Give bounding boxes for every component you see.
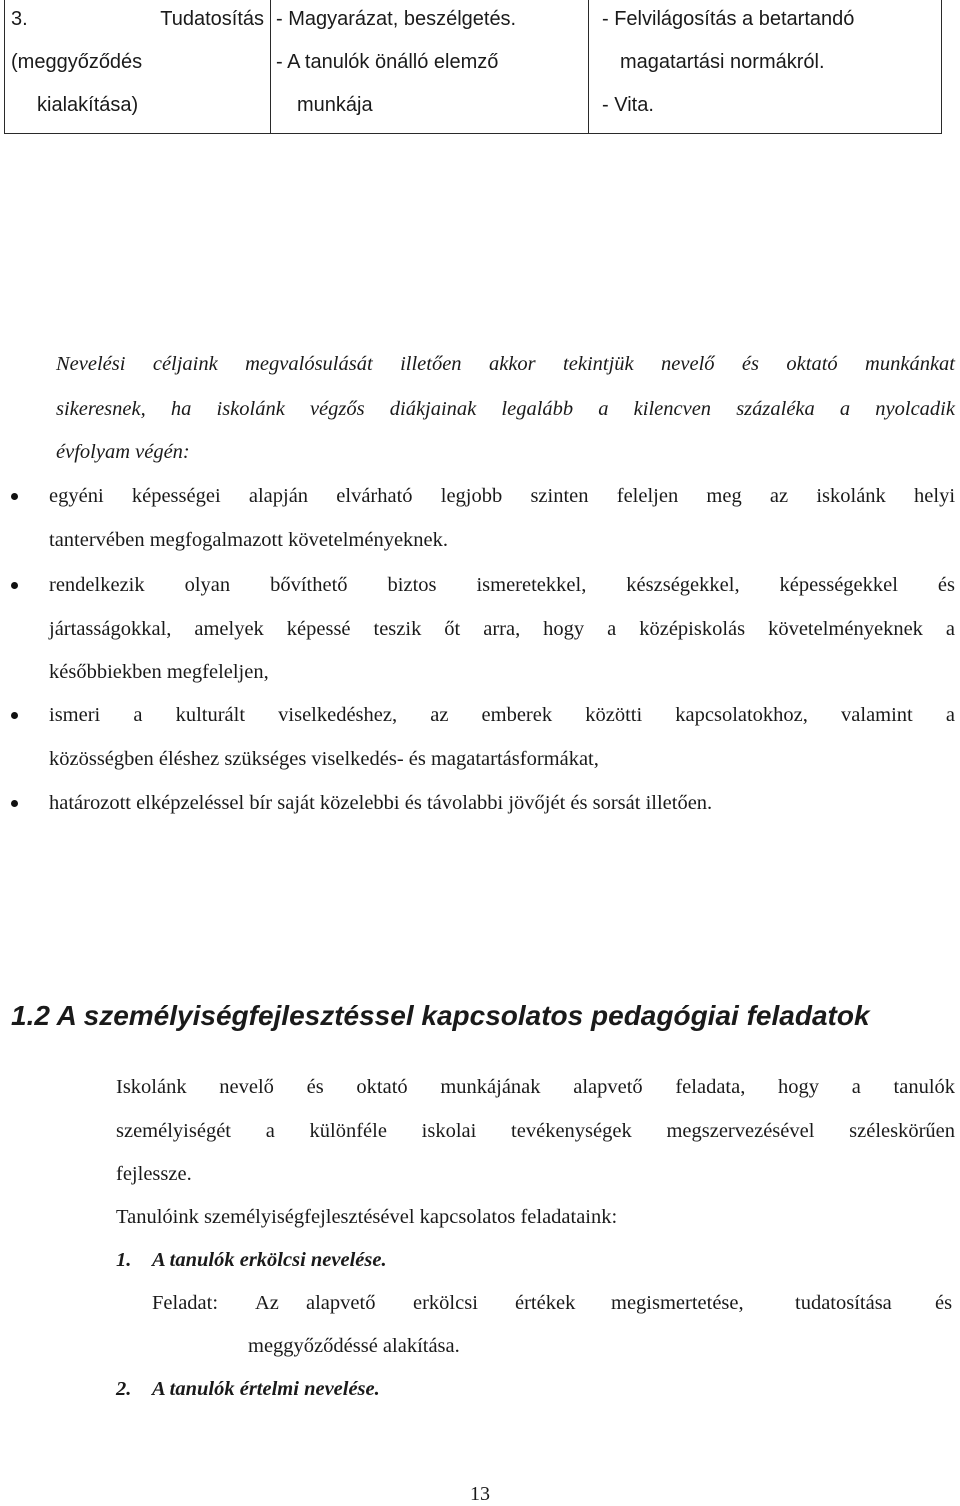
- stage-number: 3.: [11, 8, 28, 30]
- bullet-line: egyéni képességei alapján elvárható legjobb szinten feleljen meg az iskolánk helyi: [49, 485, 956, 507]
- content-line: - Felvilágosítás a betartandó: [602, 8, 855, 30]
- task-label: Feladat:: [152, 1292, 219, 1314]
- bullet-line: ismeri a kulturált viselkedéshez, az emberek közötti kapcsolatokhoz, valamint a: [49, 704, 955, 726]
- method-line: - Magyarázat, beszélgetés.: [276, 8, 517, 30]
- bullet-dot-icon: [11, 800, 18, 807]
- page-number: 13: [470, 1483, 490, 1505]
- content-line: - Vita.: [602, 94, 654, 116]
- bullet-line: tantervében megfogalmazott követelményeknek.: [49, 529, 449, 551]
- task-word: és: [935, 1292, 953, 1314]
- task-word: erkölcsi: [413, 1292, 478, 1314]
- method-line: - A tanulók önálló elemző: [276, 51, 499, 73]
- bullet-line: későbbiekben megfeleljen,: [49, 661, 269, 683]
- task-word: megismertetése,: [611, 1292, 744, 1314]
- task-word: tudatosítása: [795, 1292, 892, 1314]
- table-cell-content: [589, 0, 942, 134]
- bullet-line: közösségben éléshez szükséges viselkedés- és magatartásformákat,: [49, 748, 599, 770]
- item-number: 2.: [116, 1378, 132, 1400]
- para-line: Iskolánk nevelő és oktató munkájának alapvető feladata, hogy a tanulók: [116, 1076, 956, 1098]
- table-row: [5, 0, 942, 134]
- method-table: [4, 0, 942, 134]
- intro-line: évfolyam végén:: [56, 441, 190, 463]
- bullet-dot-icon: [11, 582, 18, 589]
- bullet-line: rendelkezik olyan bővíthető biztos ismeretekkel, készségekkel, képességekkel és: [49, 574, 955, 596]
- bullet-dot-icon: [11, 493, 18, 500]
- task-word: Az: [255, 1292, 279, 1314]
- stage-subtitle-cont: kialakítása): [37, 94, 139, 116]
- para-line: személyiségét a különféle iskolai tevékenységek megszervezésével széleskörűen: [116, 1120, 956, 1142]
- bullet-dot-icon: [11, 712, 18, 719]
- table-cell-stage: [5, 0, 271, 134]
- intro-line: sikeresnek, ha iskolánk végzős diákjainak legalább a kilencven százaléka a nyolcadik: [56, 398, 955, 420]
- para-line: fejlessze.: [116, 1163, 192, 1185]
- task-line-2: meggyőződéssé alakítása.: [248, 1335, 460, 1357]
- task-word: alapvető: [306, 1292, 376, 1314]
- stage-title: Tudatosítás: [160, 8, 264, 30]
- section-heading: 1.2 A személyiségfejlesztéssel kapcsolatos pedagógiai feladatok: [11, 1000, 870, 1031]
- stage-subtitle: (meggyőződés: [11, 51, 143, 73]
- method-line: munkája: [297, 94, 373, 116]
- task-word: értékek: [515, 1292, 576, 1314]
- item-title: A tanulók értelmi nevelése.: [152, 1378, 380, 1400]
- bullet-line: határozott elképzeléssel bír saját közelebbi és távolabbi jövőjét és sorsát illetően.: [49, 792, 713, 814]
- tasks-intro: Tanulóink személyiségfejlesztésével kapcsolatos feladataink:: [116, 1206, 618, 1228]
- item-title: A tanulók erkölcsi nevelése.: [152, 1249, 387, 1271]
- table-cell-methods: [271, 0, 589, 134]
- bullet-line: jártasságokkal, amelyek képessé teszik őt arra, hogy a középiskolás követelményeknek a: [49, 618, 955, 640]
- content-line: magatartási normákról.: [620, 51, 825, 73]
- intro-line: Nevelési céljaink megvalósulását illetően akkor tekintjük nevelő és oktató munkánkat: [56, 353, 956, 375]
- item-number: 1.: [116, 1249, 132, 1271]
